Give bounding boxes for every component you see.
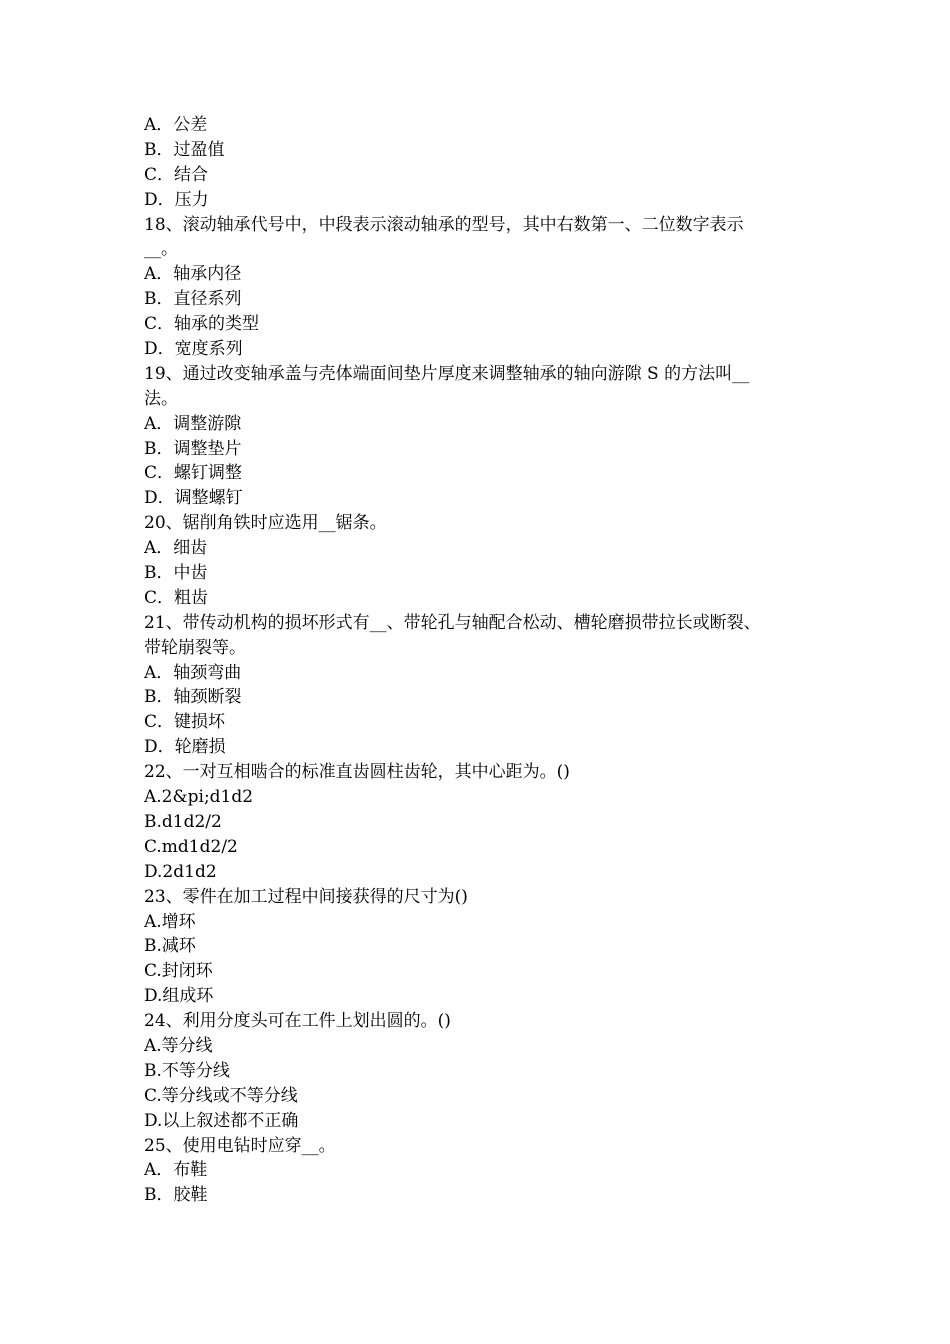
option-c-text: C.等分线或不等分线 (144, 1085, 298, 1106)
option-a-text: A.等分线 (144, 1035, 213, 1056)
question-20-text: 20、锯削角铁时应选用__锯条。 (144, 513, 387, 534)
option-b-text: B．胶鞋 (144, 1185, 208, 1206)
question-18-text: 18、滚动轴承代号中，中段表示滚动轴承的型号，其中右数第一、二位数字表示 (144, 214, 744, 235)
question-18-continuation: __。 (144, 239, 178, 260)
option-a-text: A．调整游隙 (144, 413, 242, 434)
option-b-text: B．轴颈断裂 (144, 687, 242, 708)
option-b-text: B.减环 (144, 936, 196, 957)
question-23-text: 23、零件在加工过程中间接获得的尺寸为() (144, 886, 468, 907)
option-b-text: B．直径系列 (144, 289, 242, 310)
question-24-text: 24、利用分度头可在工件上划出圆的。() (144, 1011, 451, 1032)
option-d-text: D.2d1d2 (144, 861, 217, 882)
option-c-text: C.封闭环 (144, 961, 213, 982)
option-d-text: D．轮磨损 (144, 737, 226, 758)
question-19-continuation: 法。 (144, 388, 178, 409)
option-b-text: B.不等分线 (144, 1060, 230, 1081)
option-d-text: D.组成环 (144, 986, 214, 1007)
option-a-text: A．细齿 (144, 538, 208, 559)
option-a-text: A.增环 (144, 911, 196, 932)
option-d-text: D.以上叙述都不正确 (144, 1110, 299, 1131)
option-a-text: A．轴承内径 (144, 264, 242, 285)
question-21-continuation: 带轮崩裂等。 (144, 637, 246, 658)
question-19-text: 19、通过改变轴承盖与壳体端面间垫片厚度来调整轴承的轴向游隙 S 的方法叫__ (144, 363, 750, 384)
option-c-text: C．结合 (144, 164, 209, 185)
option-b-text: B.d1d2/2 (144, 811, 222, 832)
question-22-text: 22、一对互相啮合的标准直齿圆柱齿轮，其中心距为。() (144, 762, 570, 783)
option-a-text: A．公差 (144, 115, 208, 135)
option-a-text: A.2&pi;d1d2 (144, 787, 254, 808)
option-c-text: C．键损坏 (144, 712, 226, 733)
option-b-text: B．过盈值 (144, 139, 225, 160)
option-d-text: D．宽度系列 (144, 339, 243, 360)
option-c-text: C．螺钉调整 (144, 463, 243, 484)
option-b-text: B．中齿 (144, 563, 208, 584)
option-c-text: C.md1d2/2 (144, 836, 238, 857)
option-b-text: B．调整垫片 (144, 438, 242, 459)
option-d-text: D．压力 (144, 189, 209, 210)
option-c-text: C．轴承的类型 (144, 314, 260, 335)
question-21-text: 21、带传动机构的损坏形式有__、带轮孔与轴配合松动、槽轮磨损带拉长或断裂、 (144, 612, 761, 633)
option-c-text: C．粗齿 (144, 587, 209, 608)
option-a-text: A．轴颈弯曲 (144, 662, 242, 683)
option-a-text: A．布鞋 (144, 1160, 208, 1181)
option-d-text: D．调整螺钉 (144, 488, 243, 509)
question-25-text: 25、使用电钻时应穿__。 (144, 1135, 336, 1156)
document-body (144, 113, 814, 1208)
